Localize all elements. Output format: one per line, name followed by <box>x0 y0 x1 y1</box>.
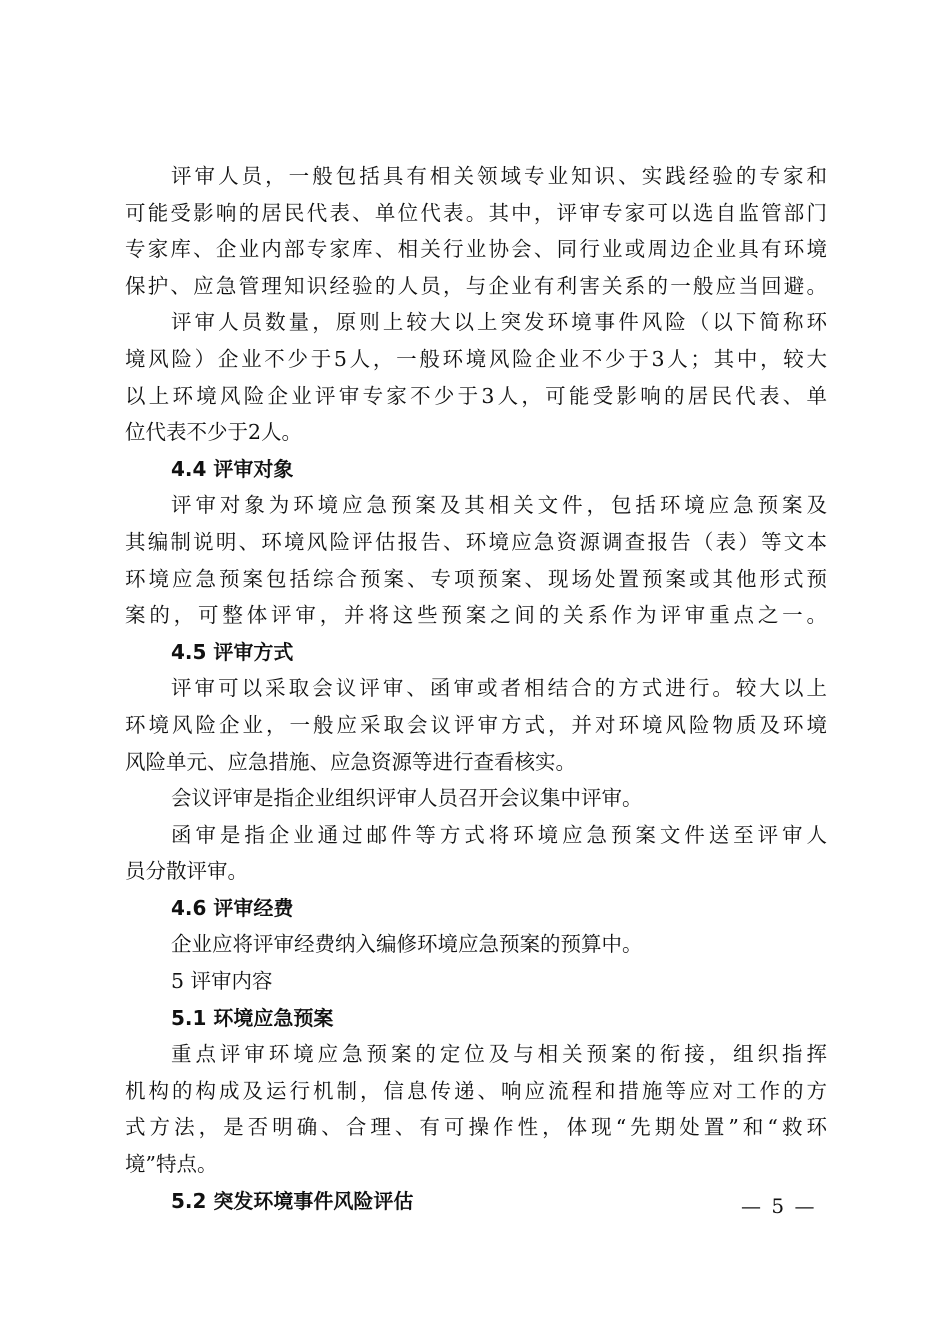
section-heading: 4.4 评审对象 <box>171 456 294 481</box>
paragraph-line: 风险单元、应急措施、应急资源等进行查看核实。 <box>125 749 576 774</box>
paragraph-line: 函审是指企业通过邮件等方式将环境应急预案文件送至评审人 <box>171 822 827 847</box>
paragraph-line: 境”特点。 <box>125 1152 218 1177</box>
paragraph-line: 评审可以采取会议评审、函审或者相结合的方式进行。较大以上 <box>171 676 827 701</box>
paragraph-line: 案的，可整体评审，并将这些预案之间的关系作为评审重点之一。 <box>125 603 827 628</box>
paragraph-line: 以上环境风险企业评审专家不少于3人，可能受影响的居民代表、单 <box>125 383 827 408</box>
section-heading: 5.1 环境应急预案 <box>171 1005 334 1030</box>
section-heading: 4.5 评审方式 <box>171 639 294 664</box>
paragraph-line: 式方法，是否明确、合理、有可操作性，体现“先期处置”和“救环 <box>125 1115 827 1140</box>
paragraph-line: 其编制说明、环境风险评估报告、环境应急资源调查报告（表）等文本 <box>125 529 827 554</box>
paragraph-line: 会议评审是指企业组织评审人员召开会议集中评审。 <box>171 786 643 811</box>
paragraph-line: 机构的构成及运行机制，信息传递、响应流程和措施等应对工作的方 <box>125 1078 827 1103</box>
paragraph-line: 境风险）企业不少于5人，一般环境风险企业不少于3人；其中，较大 <box>125 346 827 371</box>
paragraph-line: 位代表不少于2人。 <box>125 420 303 445</box>
paragraph-line: 可能受影响的居民代表、单位代表。其中，评审专家可以选自监管部门 <box>125 200 827 225</box>
paragraph-line: 保护、应急管理知识经验的人员，与企业有利害关系的一般应当回避。 <box>125 273 827 298</box>
paragraph-line: 重点评审环境应急预案的定位及与相关预案的衔接，组织指挥 <box>171 1042 827 1067</box>
paragraph-line: 环境风险企业，一般应采取会议评审方式，并对环境风险物质及环境 <box>125 712 827 737</box>
paragraph-line: 评审人员数量，原则上较大以上突发环境事件风险（以下简称环 <box>171 310 827 335</box>
section-heading: 4.6 评审经费 <box>171 895 294 920</box>
section-heading: 5.2 突发环境事件风险评估 <box>171 1188 414 1213</box>
paragraph-line: 员分散评审。 <box>125 859 248 884</box>
paragraph-line: 评审人员，一般包括具有相关领域专业知识、实践经验的专家和 <box>171 164 827 188</box>
paragraph-line: 评审对象为环境应急预案及其相关文件，包括环境应急预案及 <box>171 493 827 518</box>
page-number: — 5 — <box>741 1194 817 1218</box>
paragraph-line: 专家库、企业内部专家库、相关行业协会、同行业或周边企业具有环境 <box>125 237 827 262</box>
chapter-heading: 5 评审内容 <box>171 969 273 994</box>
paragraph-line: 环境应急预案包括综合预案、专项预案、现场处置预案或其他形式预 <box>125 566 827 591</box>
body-text <box>125 158 827 1219</box>
paragraph-line: 企业应将评审经费纳入编修环境应急预案的预算中。 <box>171 932 643 957</box>
